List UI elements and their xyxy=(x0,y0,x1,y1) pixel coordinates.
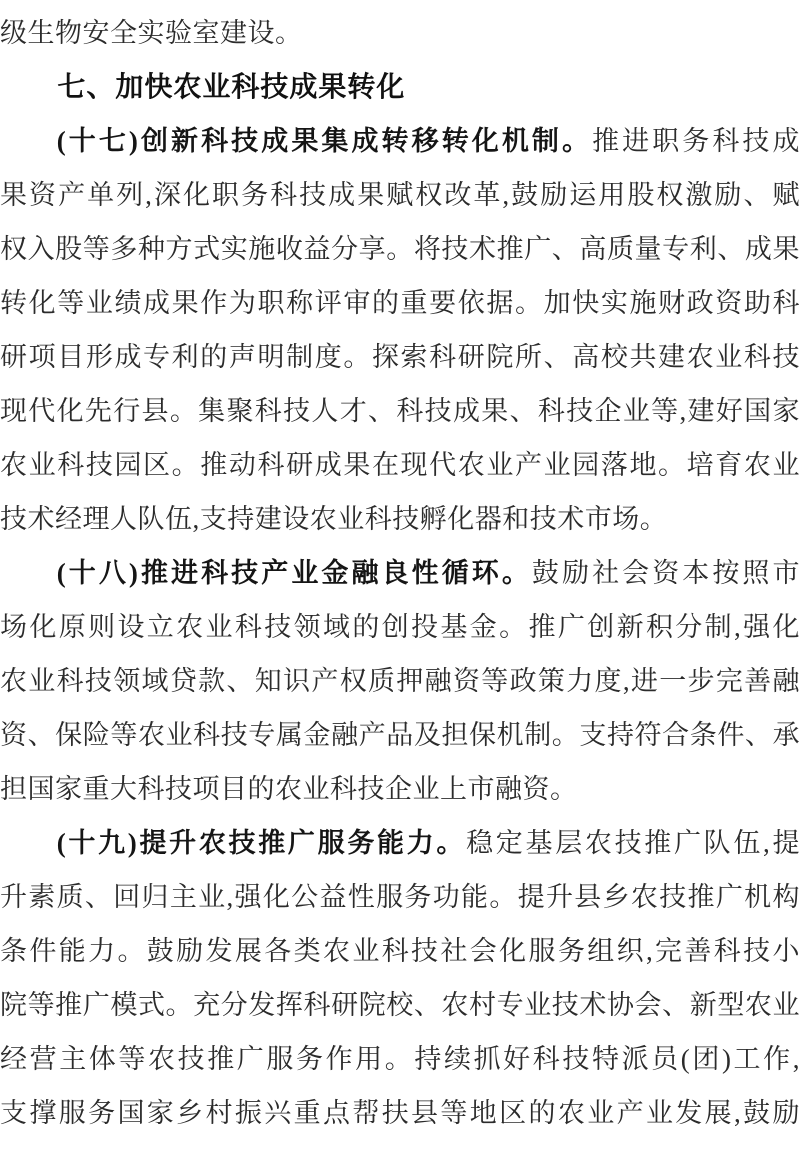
line-text: 级生物安全实验室建设。 xyxy=(0,18,303,48)
line-text: 技术经理人队伍,支持建设农业科技孵化器和技术市场。 xyxy=(0,504,668,534)
line-text: 研项目形成专利的声明制度。探索科研院所、高校共建农业科技 xyxy=(0,342,800,372)
line-text: 现代化先行县。集聚科技人才、科技成果、科技企业等,建好国家 xyxy=(0,396,800,426)
line-text: 担国家重大科技项目的农业科技企业上市融资。 xyxy=(0,774,578,804)
text-line xyxy=(0,708,800,762)
text-line xyxy=(0,384,800,438)
text-line xyxy=(0,870,800,924)
line-text: 场化原则设立农业科技领域的创投基金。推广创新积分制,强化 xyxy=(0,612,800,642)
line-text: 农业科技领域贷款、知识产权质押融资等政策力度,进一步完善融 xyxy=(0,666,800,696)
text-line xyxy=(0,924,800,978)
section-heading-text: 七、加快农业科技成果转化 xyxy=(57,71,406,102)
text-line xyxy=(0,222,800,276)
section-heading xyxy=(0,60,800,114)
line-text: 条件能力。鼓励发展各类农业科技社会化服务组织,完善科技小 xyxy=(0,936,800,966)
text-line xyxy=(0,600,800,654)
line-text: 升素质、回归主业,强化公益性服务功能。提升县乡农技推广机构 xyxy=(0,882,800,912)
line-text: 支撑服务国家乡村振兴重点帮扶县等地区的农业产业发展,鼓励 xyxy=(0,1098,800,1128)
line-text: 推进职务科技成 xyxy=(592,126,800,156)
line-text: 权入股等多种方式实施收益分享。将技术推广、高质量专利、成果 xyxy=(0,234,800,264)
text-line xyxy=(0,654,800,708)
text-line xyxy=(0,978,800,1032)
paragraph-first-line xyxy=(0,816,800,870)
line-text: 鼓励社会资本按照市 xyxy=(531,558,800,588)
line-text: 农业科技园区。推动科研成果在现代农业产业园落地。培育农业 xyxy=(0,450,800,480)
text-line xyxy=(0,1032,800,1086)
paragraph-first-line xyxy=(0,114,800,168)
line-text: 果资产单列,深化职务科技成果赋权改革,鼓励运用股权激励、赋 xyxy=(0,180,800,210)
line-text: 转化等业绩成果作为职称评审的重要依据。加快实施财政资助科 xyxy=(0,288,800,318)
line-text: 经营主体等农技推广服务作用。持续抓好科技特派员(团)工作, xyxy=(0,1044,800,1074)
line-text: 院等推广模式。充分发挥科研院校、农村专业技术协会、新型农业 xyxy=(0,990,800,1020)
paragraph-lead: (十七)创新科技成果集成转移转化机制。 xyxy=(56,126,593,156)
text-line xyxy=(0,438,800,492)
paragraph-first-line xyxy=(0,546,800,600)
paragraph-last-line xyxy=(0,492,800,546)
text-line xyxy=(0,276,800,330)
paragraph-lead: (十九)提升农技推广服务能力。 xyxy=(56,828,467,858)
paragraph-lead: (十八)推进科技产业金融良性循环。 xyxy=(56,558,532,588)
paragraph-last-line xyxy=(0,762,800,816)
line-text: 资、保险等农业科技专属金融产品及担保机制。支持符合条件、承 xyxy=(0,720,800,750)
text-line xyxy=(0,168,800,222)
line-text: 稳定基层农技推广队伍,提 xyxy=(466,828,800,858)
text-line xyxy=(0,6,800,60)
text-line xyxy=(0,330,800,384)
text-line xyxy=(0,1086,800,1140)
